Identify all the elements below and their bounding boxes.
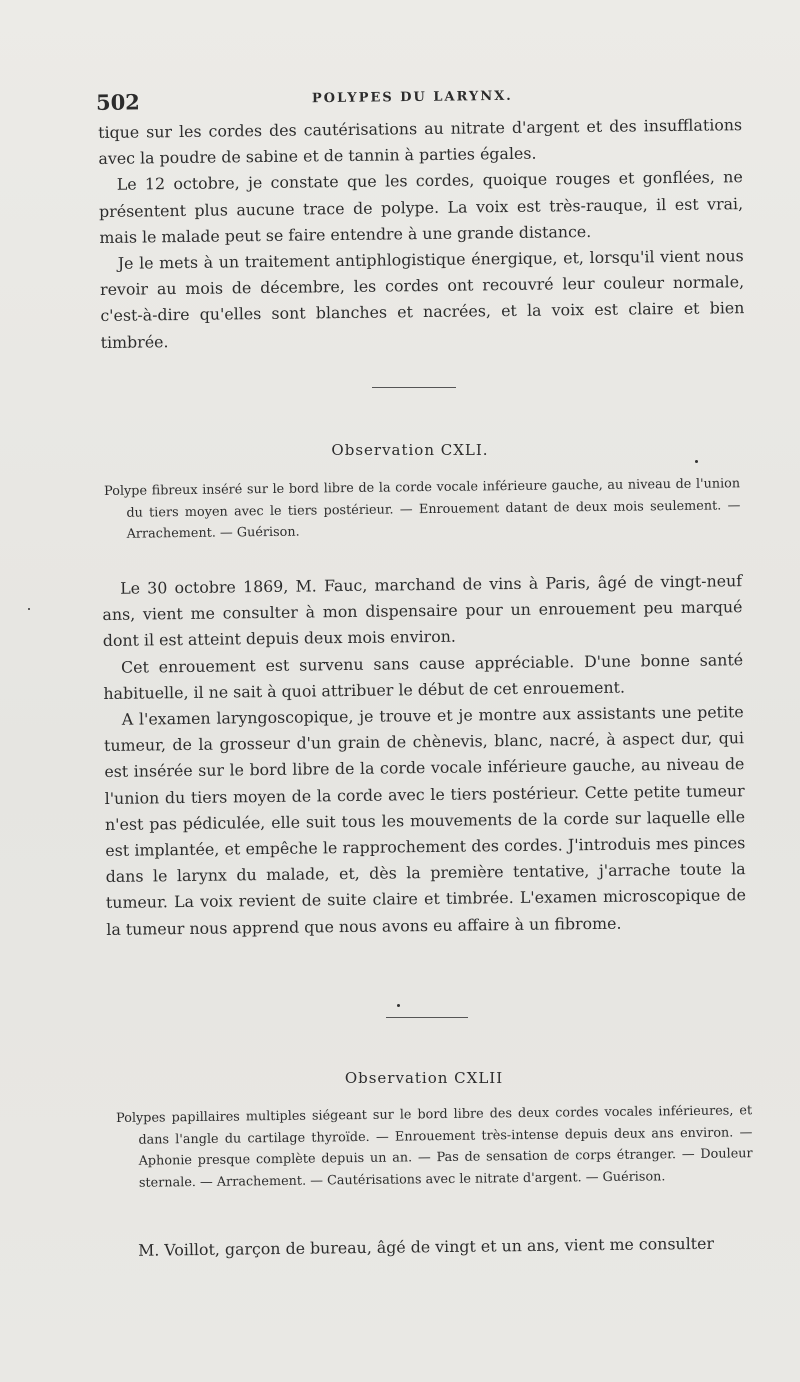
observation-142-summary [116,1100,753,1194]
paragraph: tique sur les cordes des cautérisations au nitrate d'argent et des insufflations avec la poudre de sabine et de tannin à parties égales. [98,115,743,169]
page-number: 502 [95,89,140,115]
top-section [98,112,745,356]
summary-text: Polype fibreux inséré sur le bord libre de la corde vocale inférieure gauche, au niveau de l'union du tiers moyen avec le tiers postérieur. — Enrouement datant de deux mois seulement. — Arrachement. — Guérison. [104,476,741,542]
observation-141-title: Observation CXLI. [331,441,489,459]
summary-text: Polypes papillaires multiples siégeant sur le bord libre des deux cordes vocales inférieures, et dans l'angle du cartilage thyroïde. — Enrouement très-intense depuis deux ans environ. — Aphonie presque complète depuis un an. — Pas de sensation de corps étranger. — Douleur sternale. — Arrachement. — Cautérisations avec le nitrate d'argent. — Guérison. [116,1103,753,1191]
paragraph: Le 12 octobre, je constate que les cordes, quoique rouges et gonflées, ne présentent plus aucune trace de polype. La voix est très-rauque, il est vrai, mais le malade peut se faire entendre à une grande distance. [98,167,744,247]
section-divider [386,1017,468,1018]
paragraph: A l'examen laryngoscopique, je trouve et je montre aux assistants une petite tumeur, de la grosseur d'un grain de chènevis, blanc, nacré, à aspect dur, qui est insérée sur le bord libre de la corde vocale inférieure gauche, au niveau de l'union du tiers moyen de la corde avec le tiers postérieur. Cette petite tumeur n'est pas pédiculée, elle suit tous les mouvements de la corde sur laquelle elle est implantée, et empêche le rapprochement des cordes. J'introduis mes pinces dans le larynx du malade, et, dès la première tentative, j'arrache toute la tumeur. La voix revient de suite claire et timbrée. L'examen microscopique de la tumeur nous apprend que nous avons eu affaire à un fibrome. [103,702,747,939]
observation-141-summary [104,473,741,545]
ink-speck [28,608,30,610]
section-divider [372,387,456,388]
running-title: POLYPES DU LARYNX. [311,88,513,107]
paragraph: Je le mets à un traitement antiphlogistique énergique, et, lorsqu'il vient nous revoir au mois de décembre, les cordes ont recouvré leur couleur normale, c'est-à-dire qu'elles sont blanches et nacrées, et la voix est claire et bien timbrée. [99,246,745,352]
paragraph: M. Voillot, garçon de bureau, âgé de vingt et un ans, vient me consulter [138,1233,715,1260]
observation-142-body [120,1230,754,1264]
ink-speck [695,460,698,463]
paragraph: Le 30 octobre 1869, M. Fauc, marchand de vins à Paris, âgé de vingt-neuf ans, vient me consulter à mon dispensaire pour un enrouement peu marqué dont il est atteint depuis deux mois environ. [102,571,743,651]
observation-142-title: Observation CXLII [344,1069,504,1087]
paragraph: Cet enrouement est survenu sans cause appréciable. D'une bonne santé habituelle, il ne sait à quoi attribuer le début de cet enrouement. [103,649,744,703]
ink-speck [397,1004,400,1007]
observation-141-body [102,568,746,943]
